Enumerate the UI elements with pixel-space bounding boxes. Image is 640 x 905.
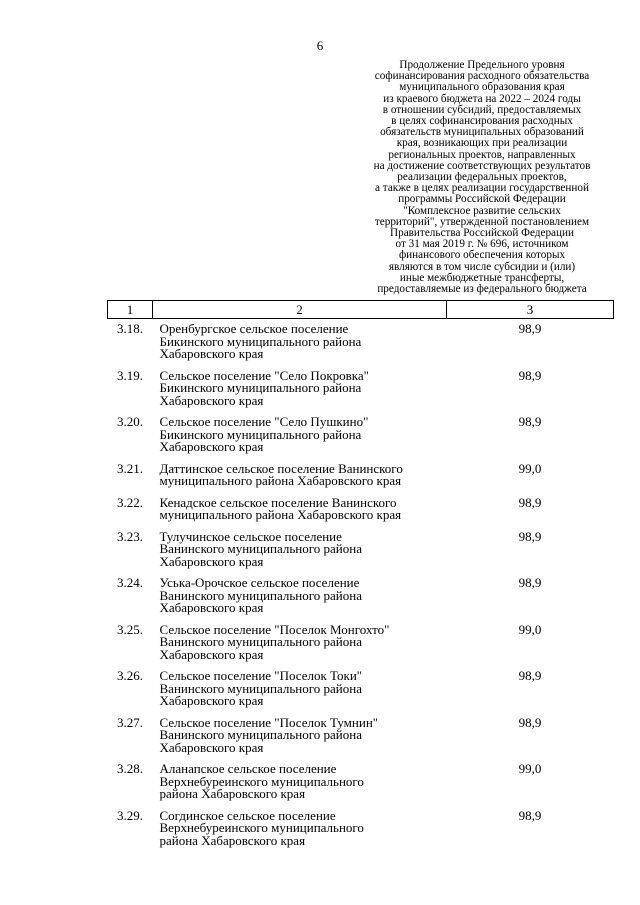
municipality-name-line: муниципального района Хабаровского края: [159, 473, 402, 488]
table-row: [108, 666, 614, 713]
municipality-name-line: Верхнебуреинского муниципального: [159, 820, 364, 835]
row-number: 3.26.: [117, 668, 143, 683]
municipality-name-line: района Хабаровского края: [159, 832, 306, 848]
cofinancing-level-value: 98,9: [518, 494, 542, 510]
municipality-name-line: Оренбургское сельское поселение: [159, 321, 349, 336]
municipality-name: [153, 759, 447, 806]
heading-line: территорий", утвержденной постановлением: [374, 215, 590, 228]
column-header-name: 2: [153, 301, 447, 319]
cofinancing-level-value: 98,9: [518, 807, 542, 823]
table-header: [108, 301, 614, 319]
data-table: [107, 300, 614, 852]
heading-line: программы Российской Федерации: [398, 193, 566, 206]
municipality-name-line: Сельское поселение "Село Пушкино": [159, 414, 369, 429]
municipality-name-line: Хабаровского края: [159, 392, 264, 408]
municipality-name-line: Согдинское сельское поселение: [159, 807, 336, 823]
table-row: [108, 527, 614, 574]
municipality-name-line: Хабаровского края: [159, 346, 264, 361]
table-row: [108, 806, 614, 853]
table-row: [108, 620, 614, 667]
municipality-name: [153, 713, 447, 760]
municipality-name-line: Ванинского муниципального района: [159, 680, 362, 696]
municipality-name-line: Кенадское сельское поселение Ванинского: [159, 494, 397, 510]
cofinancing-level-value: 98,9: [518, 714, 542, 730]
table-row: [108, 412, 614, 459]
page-number: 6: [316, 38, 324, 53]
cofinancing-level-value: 99,0: [518, 621, 542, 637]
table-row: [108, 713, 614, 760]
cofinancing-level-value: 98,9: [518, 367, 542, 383]
table-row: [108, 759, 614, 806]
table-row: [108, 319, 614, 366]
document-heading: [352, 60, 612, 295]
municipality-name-line: Сельское поселение "Поселок Токи": [159, 668, 363, 683]
cofinancing-level-value: 98,9: [518, 575, 542, 590]
table-row: [108, 459, 614, 493]
table-header-row: [108, 301, 614, 319]
municipality-name-line: Даттинское сельское поселение Ванинского: [159, 460, 403, 476]
municipality-name: [153, 493, 447, 527]
municipality-name-line: Хабаровского края: [159, 439, 264, 454]
heading-line: в целях софинансирования расходных: [391, 115, 573, 128]
municipality-name-line: Ванинского муниципального района: [159, 727, 362, 742]
table-row: [108, 366, 614, 413]
municipality-name: [153, 459, 447, 493]
column-header-number: 1: [108, 301, 153, 319]
municipality-name-line: Уська-Орочское сельское поселение: [159, 575, 360, 590]
cofinancing-level-value: 98,9: [518, 414, 542, 429]
municipality-name: [153, 366, 447, 413]
heading-line: из краевого бюджета на 2022 – 2024 годы: [383, 92, 581, 105]
municipality-name: [153, 319, 447, 366]
municipality-name: [153, 666, 447, 713]
cofinancing-level-value: 99,0: [518, 460, 542, 476]
heading-line: иные межбюджетные трансферты,: [399, 271, 565, 284]
heading-line: в отношении субсидий, предоставляемых: [382, 103, 582, 116]
municipality-name-line: Бикинского муниципального района: [159, 426, 362, 442]
heading-line: являются в том числе субсидии и (или): [388, 260, 576, 273]
municipality-name-line: муниципального района Хабаровского края: [159, 507, 402, 522]
heading-line: предоставляемые из федерального бюджета: [377, 283, 587, 296]
cofinancing-level-value: 98,9: [518, 528, 542, 544]
municipality-name-line: Сельское поселение "Поселок Тумнин": [159, 714, 379, 730]
heading-line: муниципального образования края: [399, 81, 565, 94]
municipality-name-line: Бикинского муниципального района: [159, 333, 362, 349]
row-number: 3.19.: [117, 367, 143, 383]
heading-line: региональных проектов, направленных: [388, 148, 576, 161]
cofinancing-level-value: 99,0: [518, 761, 542, 776]
heading-line: реализации федеральных проектов,: [397, 171, 567, 184]
municipality-name: [153, 573, 447, 620]
row-number: 3.22.: [117, 494, 143, 510]
row-number: 3.18.: [117, 321, 143, 336]
heading-line: Продолжение Предельного уровня: [399, 59, 565, 71]
row-number: 3.24.: [117, 575, 143, 590]
heading-line: "Комплексное развитие сельских: [403, 204, 561, 217]
heading-line: софинансирования расходного обязательства: [374, 70, 590, 83]
municipality-name-line: Ванинского муниципального района: [159, 541, 362, 556]
municipality-name-line: Хабаровского края: [159, 646, 264, 662]
row-number: 3.21.: [117, 460, 143, 476]
municipality-name-line: Хабаровского края: [159, 693, 264, 708]
municipality-name-line: Ванинского муниципального района: [159, 634, 362, 649]
heading-line: от 31 мая 2019 г. № 696, источником: [395, 238, 569, 251]
table-row: [108, 493, 614, 527]
municipality-name-line: Верхнебуреинского муниципального: [159, 773, 364, 789]
municipality-name: [153, 620, 447, 667]
cofinancing-level-value: 98,9: [518, 321, 542, 336]
municipality-name: [153, 412, 447, 459]
municipality-name-line: Хабаровского края: [159, 739, 264, 755]
municipality-name-line: Бикинского муниципального района: [159, 380, 362, 395]
heading-line: а также в целях реализации государственной: [375, 182, 589, 195]
municipality-name: [153, 527, 447, 574]
heading-line: обязательств муниципальных образований: [380, 126, 584, 139]
row-number: 3.23.: [117, 528, 143, 544]
row-number: 3.29.: [117, 807, 143, 823]
municipality-name-line: Сельское поселение "Село Покровка": [159, 367, 369, 383]
row-number: 3.27.: [117, 714, 143, 730]
heading-line: финансового обеспечения которых: [398, 249, 566, 262]
municipality-name: [153, 806, 447, 853]
heading-line: на достижение соответствующих результатов: [373, 159, 591, 172]
column-header-value: 3: [447, 301, 614, 319]
municipality-name-line: Тулучинское сельское поселение: [159, 528, 342, 544]
municipality-name-line: Ванинского муниципального района: [159, 587, 362, 603]
municipality-name-line: Аланапское сельское поселение: [159, 761, 337, 776]
municipality-name-line: Сельское поселение "Поселок Монгохто": [159, 621, 390, 637]
row-number: 3.20.: [117, 414, 143, 429]
table-body: [108, 319, 614, 853]
municipality-name-line: Хабаровского края: [159, 600, 264, 615]
heading-line: Правительства Российской Федерации: [390, 227, 574, 240]
municipality-name-line: района Хабаровского края: [159, 786, 306, 801]
cofinancing-level-value: 98,9: [518, 668, 542, 683]
row-number: 3.28.: [117, 761, 143, 776]
table-row: [108, 573, 614, 620]
heading-line: края, возникающих при реализации: [396, 137, 568, 150]
row-number: 3.25.: [117, 621, 143, 637]
municipality-name-line: Хабаровского края: [159, 553, 264, 569]
